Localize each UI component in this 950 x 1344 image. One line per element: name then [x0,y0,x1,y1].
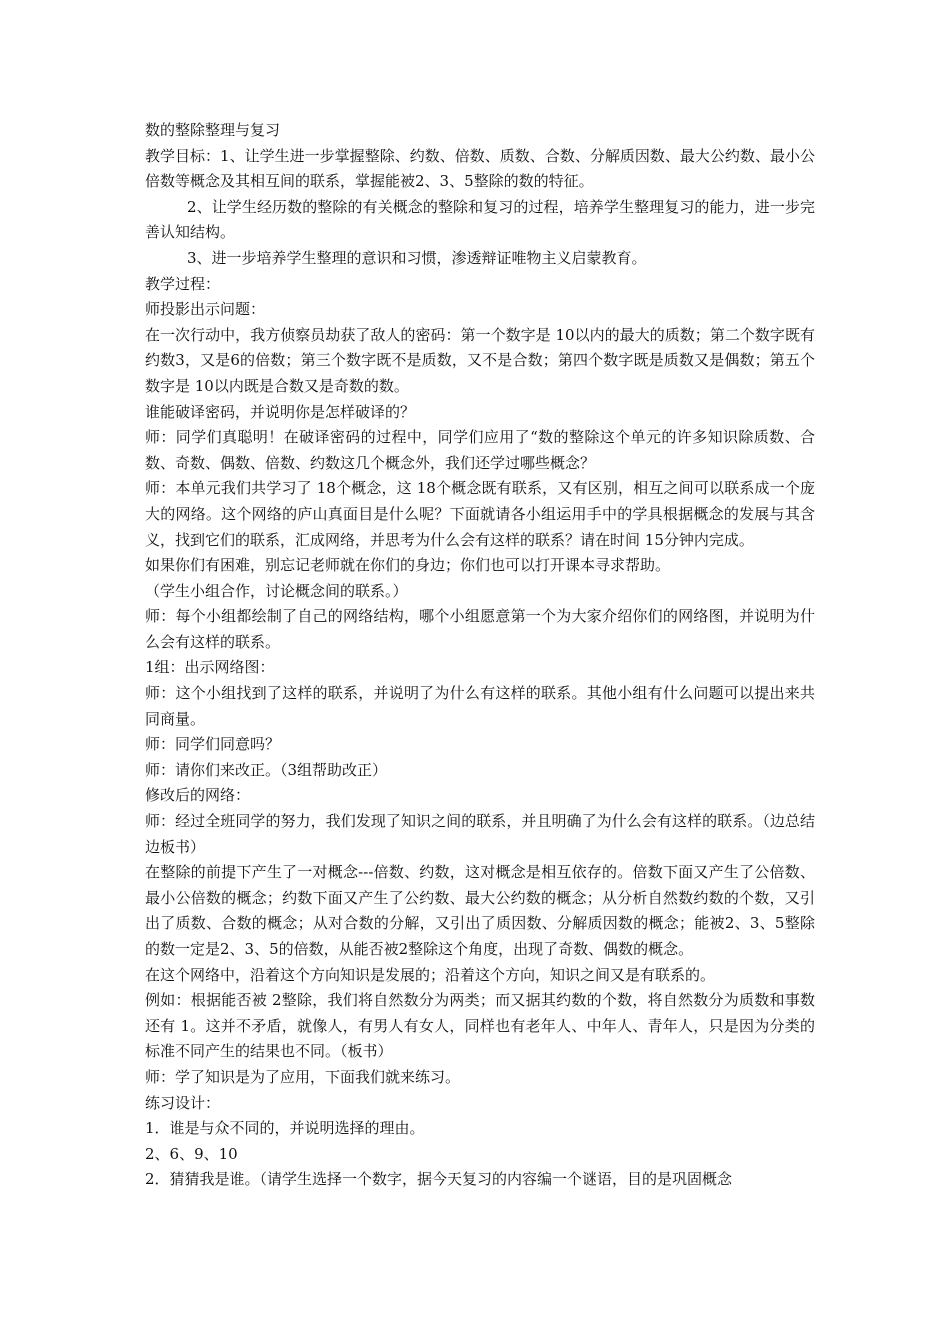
paragraph: 在一次行动中，我方侦察员劫获了敌人的密码：第一个数字是 10以内的最大的质数；第二个数字既有约数3，又是6的倍数；第三个数字既不是质数，又不是合数；第四个数字既是质数又是偶数；第五个数字是 10以内既是合数又是奇数的数。 [145,325,815,395]
paragraph: 师：每个小组都绘制了自己的网络结构，哪个小组愿意第一个为大家介绍你们的网络图，并说明为什么会有这样的联系。 [145,607,815,651]
paragraph: 例如：根据能否被 2整除，我们将自然数分为两类；而又据其约数的个数，将自然数分为质数和事数还有 1。这并不矛盾，就像人，有男人有女人，同样也有老年人、中年人、青年人，只是因为分类的标准不同产生的结果也不同。（板书） [145,991,815,1061]
exercise-numbers: 2、6、9、10 [145,1144,238,1163]
paragraph: 师：这个小组找到了这样的联系，并说明了为什么有这样的联系。其他小组有什么问题可以提出来共同商量。 [145,684,815,728]
document-page [145,118,815,1193]
paragraph: 谁能破译密码，并说明你是怎样破译的？ [145,402,416,421]
paragraph: 修改后的网络： [145,786,251,805]
paragraph: 师：同学们同意吗？ [145,735,281,754]
paragraph: 在整除的前提下产生了一对概念---倍数、约数，这对概念是相互依存的。倍数下面又产生了公倍数、最小公倍数的概念；约数下面又产生了公约数、最大公约数的概念；从分析自然数约数的个数，又引出了质数、合数的概念；从对合数的分解，又引出了质因数、分解质因数的概念；能被2、3、5整除的数一定是2、3、5的倍数，从能否被2整除这个角度，出现了奇数、偶数的概念。 [145,863,815,958]
exercise-item: 2．猜猜我是谁。（请学生选择一个数字，据今天复习的内容编一个谜语，目的是巩固概念 [145,1170,733,1189]
teaching-process-heading: 教学过程： [145,274,221,293]
paragraph: 师：同学们真聪明！在破译密码的过程中，同学们应用了“数的整除这个单元的许多知识除质数、合数、奇数、偶数、倍数、约数这几个概念外，我们还学过哪些概念？ [145,428,815,472]
exercise-item: 1．谁是与众不同的，并说明选择的理由。 [145,1119,425,1138]
paragraph: 1组：出示网络图： [145,658,275,677]
teaching-goal-2: 2、让学生经历数的整除的有关概念的整除和复习的过程，培养学生整理复习的能力，进一步完善认知结构。 [145,197,815,242]
paragraph: 师：本单元我们共学习了 18个概念，这 18个概念既有联系，又有区别，相互之间可以联系成一个庞大的网络。这个网络的庐山真面目是什么呢？下面就请各小组运用手中的学具根据概念的发展与其含义，找到它们的联系，汇成网络，并思考为什么会有这样的联系？请在时间 15分钟内完成。 [145,479,815,549]
paragraph: 师投影出示问题： [145,300,266,319]
paragraph: 师：请你们来改正。（3组帮助改正） [145,760,388,779]
document-title: 数的整除整理与复习 [145,121,281,139]
teaching-goal-3: 3、进一步培养学生整理的意识和习惯，渗透辩证唯物主义启蒙教育。 [187,248,647,267]
exercise-heading: 练习设计： [145,1093,221,1112]
teaching-goal-1: 教学目标：1、让学生进一步掌握整除、约数、倍数、质数、合数、分解质因数、最大公约数、最小公倍数等概念及其相互间的联系，掌握能被2、3、5整除的数的特征。 [145,146,815,191]
paragraph: 在这个网络中，沿着这个方向知识是发展的；沿着这个方向，知识之间又是有联系的。 [145,965,716,984]
paragraph: 师：经过全班同学的努力，我们发现了知识之间的联系，并且明确了为什么会有这样的联系。（边总结边板书） [145,812,815,856]
paragraph: （学生小组合作，讨论概念间的联系。） [145,581,408,600]
paragraph: 如果你们有困难，别忘记老师就在你们的身边；你们也可以打开课本寻求帮助。 [145,556,671,575]
paragraph: 师：学了知识是为了应用，下面我们就来练习。 [145,1067,461,1086]
